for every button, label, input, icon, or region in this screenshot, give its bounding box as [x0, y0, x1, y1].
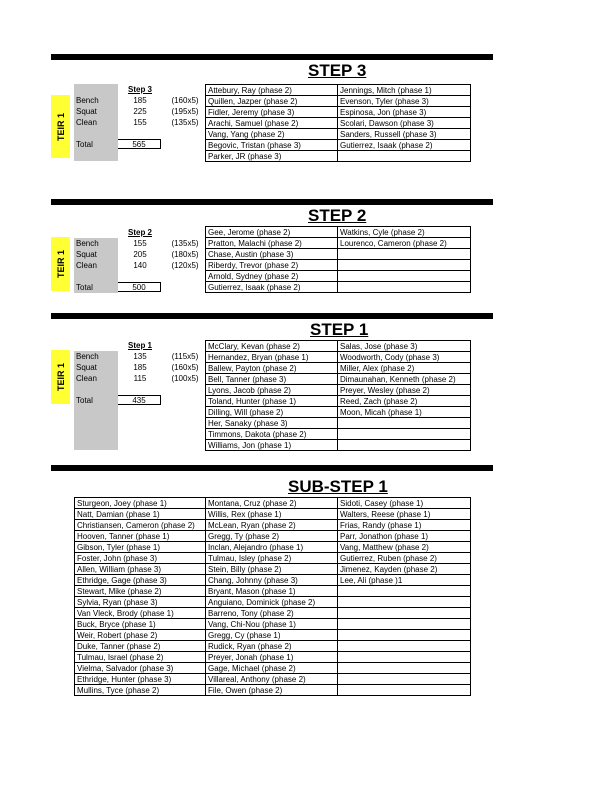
section-title: STEP 1 [310, 320, 369, 339]
athlete-cell: Jennings, Mitch (phase 1) [338, 85, 471, 96]
athlete-cell: Gregg, Cy (phase 1) [206, 630, 338, 641]
athlete-cell: Chase, Austin (phase 3) [206, 249, 338, 260]
athlete-cell [338, 282, 471, 293]
athlete-cell: Sidoti, Casey (phase 1) [338, 498, 471, 509]
lift-row: Squat 205 (180x5) [76, 250, 199, 259]
athlete-cell: Gee, Jerome (phase 2) [206, 227, 338, 238]
athlete-cell: Toland, Hunter (phase 1) [206, 396, 338, 407]
athlete-cell: Begovic, Tristan (phase 3) [206, 140, 338, 151]
athlete-cell: Bryant, Mason (phase 1) [206, 586, 338, 597]
athlete-cell [338, 674, 471, 685]
total-row: Total 435 [74, 395, 205, 406]
section-divider [51, 313, 493, 319]
table-row [75, 685, 471, 696]
athlete-cell: Gutierrez, Isaak (phase 2) [338, 140, 471, 151]
athlete-table [205, 340, 471, 451]
athlete-cell [338, 630, 471, 641]
table-row [75, 520, 471, 531]
table-row [206, 85, 471, 96]
athlete-cell: Foster, John (phase 3) [75, 553, 206, 564]
table-row [75, 597, 471, 608]
athlete-cell: Bell, Tanner (phase 3) [206, 374, 338, 385]
lift-row: Bench 185 (160x5) [76, 96, 199, 105]
total-value: 435 [118, 395, 161, 405]
athlete-cell [338, 652, 471, 663]
athlete-cell: Riberdy, Trevor (phase 2) [206, 260, 338, 271]
athlete-cell: Moon, Micah (phase 1) [338, 407, 471, 418]
athlete-cell: File, Owen (phase 2) [206, 685, 338, 696]
athlete-cell: Gregg, Ty (phase 2) [206, 531, 338, 542]
lift-table [74, 340, 205, 450]
athlete-cell: Lourenco, Cameron (phase 2) [338, 238, 471, 249]
athlete-cell: Gage, Michael (phase 2) [206, 663, 338, 674]
tier-label: TEIR 1 [51, 237, 70, 291]
athlete-cell: Duke, Tanner (phase 2) [75, 641, 206, 652]
lift-table [74, 227, 205, 293]
lift-table [74, 84, 205, 161]
athlete-cell: Attebury, Ray (phase 2) [206, 85, 338, 96]
step-header: Step 1 [128, 341, 153, 350]
athlete-cell [338, 608, 471, 619]
table-row [75, 498, 471, 509]
athlete-cell: Timmons, Dakota (phase 2) [206, 429, 338, 440]
table-row [206, 238, 471, 249]
athlete-cell: Rudick, Ryan (phase 2) [206, 641, 338, 652]
lift-row: Squat 185 (160x5) [76, 363, 199, 372]
table-row [75, 575, 471, 586]
table-row [206, 96, 471, 107]
athlete-cell: Dimaunahan, Kenneth (phase 2) [338, 374, 471, 385]
table-row [75, 641, 471, 652]
table-row [206, 227, 471, 238]
athlete-cell: Tulmau, Israel (phase 2) [75, 652, 206, 663]
athlete-cell: Vang, Matthew (phase 2) [338, 542, 471, 553]
table-row [206, 260, 471, 271]
athlete-cell: Her, Sanaky (phase 3) [206, 418, 338, 429]
athlete-cell: Willis, Rex (phase 1) [206, 509, 338, 520]
athlete-cell: Gibson, Tyler (phase 1) [75, 542, 206, 553]
table-row [206, 271, 471, 282]
lift-row: Squat 225 (195x5) [76, 107, 199, 116]
athlete-cell: Ethridge, Hunter (phase 3) [75, 674, 206, 685]
section-divider [51, 199, 493, 205]
athlete-cell [338, 260, 471, 271]
athlete-cell: Hernandez, Bryan (phase 1) [206, 352, 338, 363]
athlete-cell [338, 271, 471, 282]
athlete-cell: Parker, JR (phase 3) [206, 151, 338, 162]
athlete-cell: Watkins, Cyle (phase 2) [338, 227, 471, 238]
table-row [206, 418, 471, 429]
athlete-cell: Walters, Reese (phase 1) [338, 509, 471, 520]
athlete-cell: Scolari, Dawson (phase 3) [338, 118, 471, 129]
table-row [206, 118, 471, 129]
table-row [75, 630, 471, 641]
athlete-cell [338, 151, 471, 162]
table-row [75, 542, 471, 553]
athlete-cell: Anguiano, Dominick (phase 2) [206, 597, 338, 608]
section-divider [51, 465, 493, 471]
table-row [206, 129, 471, 140]
athlete-cell: Preyer, Jonah (phase 1) [206, 652, 338, 663]
athlete-cell: Ballew, Payton (phase 2) [206, 363, 338, 374]
athlete-cell: Lyons, Jacob (phase 2) [206, 385, 338, 396]
athlete-cell [338, 641, 471, 652]
table-row [75, 553, 471, 564]
athlete-cell: Preyer, Wesley (phase 2) [338, 385, 471, 396]
section-divider [51, 54, 493, 60]
athlete-cell: McClary, Kevan (phase 2) [206, 341, 338, 352]
athlete-cell: Villareal, Anthony (phase 2) [206, 674, 338, 685]
athlete-cell: Buck, Bryce (phase 1) [75, 619, 206, 630]
athlete-cell: McLean, Ryan (phase 2) [206, 520, 338, 531]
table-row [75, 674, 471, 685]
athlete-cell: Barreno, Tony (phase 2) [206, 608, 338, 619]
table-row [206, 107, 471, 118]
table-row [75, 564, 471, 575]
athlete-cell [338, 663, 471, 674]
athlete-cell: Hooven, Tanner (phase 1) [75, 531, 206, 542]
athlete-cell: Sanders, Russell (phase 3) [338, 129, 471, 140]
athlete-cell: Vang, Yang (phase 2) [206, 129, 338, 140]
step-header: Step 2 [128, 228, 153, 237]
athlete-cell: Tulmau, Isley (phase 2) [206, 553, 338, 564]
lift-row: Clean 115 (100x5) [76, 374, 199, 383]
athlete-cell: Natt, Damian (phase 1) [75, 509, 206, 520]
section-title: STEP 2 [308, 206, 367, 225]
athlete-cell: Pratton, Malachi (phase 2) [206, 238, 338, 249]
athlete-cell: Sturgeon, Joey (phase 1) [75, 498, 206, 509]
athlete-cell: Frias, Randy (phase 1) [338, 520, 471, 531]
lift-row: Bench 135 (115x5) [76, 352, 199, 361]
athlete-cell: Vielma, Salvador (phase 3) [75, 663, 206, 674]
athlete-cell [338, 586, 471, 597]
table-row [75, 608, 471, 619]
athlete-cell: Evenson, Tyler (phase 3) [338, 96, 471, 107]
table-row [206, 363, 471, 374]
table-row [206, 385, 471, 396]
athlete-cell: Stein, Billy (phase 2) [206, 564, 338, 575]
section-title: STEP 3 [308, 61, 367, 80]
athlete-cell: Fidler, Jeremy (phase 3) [206, 107, 338, 118]
athlete-cell [338, 685, 471, 696]
total-value: 565 [118, 139, 161, 149]
athlete-cell: Allen, William (phase 3) [75, 564, 206, 575]
athlete-table [74, 497, 471, 696]
table-row [206, 396, 471, 407]
athlete-cell: Jimenez, Kayden (phase 2) [338, 564, 471, 575]
athlete-cell [338, 429, 471, 440]
athlete-cell: Gutierrez, Isaak (phase 2) [206, 282, 338, 293]
athlete-cell: Miller, Alex (phase 2) [338, 363, 471, 374]
tier-label: TEIR 1 [51, 95, 70, 158]
table-row [206, 440, 471, 451]
athlete-cell: Mullins, Tyce (phase 2) [75, 685, 206, 696]
table-row [75, 586, 471, 597]
table-row [206, 282, 471, 293]
section-title: SUB-STEP 1 [288, 477, 388, 496]
athlete-cell: Vang, Chi-Nou (phase 1) [206, 619, 338, 630]
athlete-cell [338, 440, 471, 451]
total-value: 500 [118, 282, 161, 292]
athlete-cell: Quillen, Jazper (phase 2) [206, 96, 338, 107]
step-header: Step 3 [128, 85, 153, 94]
athlete-cell: Ethridge, Gage (phase 3) [75, 575, 206, 586]
athlete-cell: Sylvia, Ryan (phase 3) [75, 597, 206, 608]
table-row [206, 429, 471, 440]
table-row [75, 652, 471, 663]
athlete-table [205, 226, 471, 293]
lift-row: Clean 155 (135x5) [76, 118, 199, 127]
athlete-cell [338, 597, 471, 608]
table-row [75, 663, 471, 674]
table-row [206, 249, 471, 260]
tier-label: TEIR 1 [51, 350, 70, 404]
athlete-cell: Parr, Jonathon (phase 1) [338, 531, 471, 542]
athlete-cell: Christiansen, Cameron (phase 2) [75, 520, 206, 531]
athlete-cell: Salas, Jose (phase 3) [338, 341, 471, 352]
athlete-cell: Reed, Zach (phase 2) [338, 396, 471, 407]
athlete-cell: Williams, Jon (phase 1) [206, 440, 338, 451]
table-row [206, 374, 471, 385]
table-row [206, 341, 471, 352]
athlete-cell: Arnold, Sydney (phase 2) [206, 271, 338, 282]
table-row [206, 407, 471, 418]
table-row [75, 509, 471, 520]
athlete-table [205, 84, 471, 162]
athlete-cell: Van Vleck, Brody (phase 1) [75, 608, 206, 619]
athlete-cell: Lee, Ali (phase )1 [338, 575, 471, 586]
total-row: Total 565 [74, 139, 205, 150]
athlete-cell: Dilling, Will (phase 2) [206, 407, 338, 418]
athlete-cell: Chang, Johnny (phase 3) [206, 575, 338, 586]
athlete-cell: Montana, Cruz (phase 2) [206, 498, 338, 509]
athlete-cell [338, 249, 471, 260]
table-row [75, 531, 471, 542]
table-row [206, 151, 471, 162]
athlete-cell: Woodworth, Cody (phase 3) [338, 352, 471, 363]
athlete-cell [338, 619, 471, 630]
athlete-cell: Weir, Robert (phase 2) [75, 630, 206, 641]
athlete-cell: Arachi, Samuel (phase 2) [206, 118, 338, 129]
athlete-cell: Espinosa, Jon (phase 3) [338, 107, 471, 118]
athlete-cell: Inclan, Alejandro (phase 1) [206, 542, 338, 553]
athlete-cell: Stewart, Mike (phase 2) [75, 586, 206, 597]
lift-row: Clean 140 (120x5) [76, 261, 199, 270]
athlete-cell [338, 418, 471, 429]
table-row [206, 140, 471, 151]
lift-row: Bench 155 (135x5) [76, 239, 199, 248]
athlete-cell: Gutierrez, Ruben (phase 2) [338, 553, 471, 564]
table-row [206, 352, 471, 363]
table-row [75, 619, 471, 630]
total-row: Total 500 [74, 282, 205, 293]
